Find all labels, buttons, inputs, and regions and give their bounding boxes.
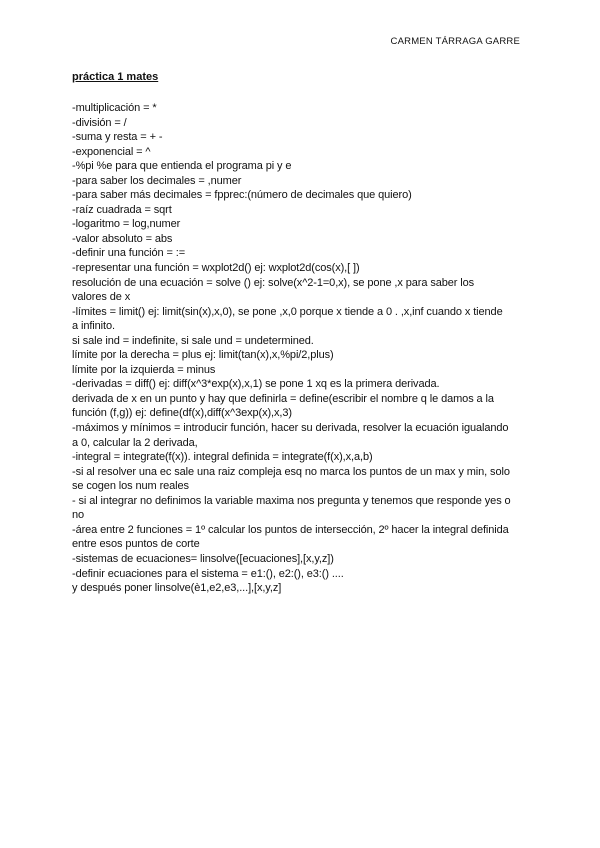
note-line: -definir una función = := bbox=[72, 247, 186, 260]
note-line: -representar una función = wxplot2d() ej: wxplot2d(cos(x),[ ]) bbox=[72, 262, 360, 275]
note-line: -si al resolver una ec sale una raiz compleja esq no marca los puntos de un max y min, solo bbox=[72, 465, 510, 478]
note-line: límite por la derecha = plus ej: limit(tan(x),x,%pi/2,plus) bbox=[72, 349, 334, 362]
note-line: valores de x bbox=[72, 291, 131, 304]
note-line: -para saber más decimales = fpprec:(número de decimales que quiero) bbox=[72, 189, 412, 202]
author-header: CARMEN TÁRRAGA GARRE bbox=[390, 36, 520, 47]
note-line: se cogen los num reales bbox=[72, 480, 189, 493]
note-line: -área entre 2 funciones = 1º calcular los puntos de intersección, 2º hacer la integral definida bbox=[72, 523, 509, 536]
note-line: y después poner linsolve(è1,e2,e3,...],[x,y,z] bbox=[72, 582, 282, 595]
note-line: entre esos puntos de corte bbox=[72, 538, 200, 551]
note-line: a 0, calcular la 2 derivada, bbox=[72, 436, 198, 449]
document-title: práctica 1 mates bbox=[72, 71, 159, 83]
note-line: - si al integrar no definimos la variable maxima nos pregunta y tenemos que responde yes o bbox=[72, 494, 511, 507]
notes-body bbox=[72, 101, 532, 596]
note-line: -raíz cuadrada = sqrt bbox=[72, 203, 172, 216]
note-line: si sale ind = indefinite, si sale und = undetermined. bbox=[72, 334, 314, 347]
note-line: a infinito. bbox=[72, 320, 115, 333]
note-line: función (f,g)) ej: define(df(x),diff(x^3exp(x),x,3) bbox=[72, 407, 292, 420]
note-line: -multiplicación = * bbox=[72, 102, 157, 114]
note-line: -para saber los decimales = ,numer bbox=[72, 174, 242, 187]
note-line: derivada de x en un punto y hay que definirla = define(escribir el nombre q le damos a la bbox=[72, 392, 494, 405]
note-line: -definir ecuaciones para el sistema = e1:(), e2:(), e3:() .... bbox=[72, 567, 344, 580]
note-line: -%pi %e para que entienda el programa pi y e bbox=[72, 160, 292, 173]
note-line: -derivadas = diff() ej: diff(x^3*exp(x),x,1) se pone 1 xq es la primera derivada. bbox=[72, 378, 440, 391]
note-line: -integral = integrate(f(x)). integral definida = integrate(f(x),x,a,b) bbox=[72, 451, 373, 464]
note-line: -máximos y mínimos = introducir función, hacer su derivada, resolver la ecuación igualando bbox=[72, 422, 509, 435]
note-line: -división = / bbox=[72, 116, 127, 129]
note-line: -exponencial = ^ bbox=[72, 145, 151, 158]
note-line: no bbox=[72, 509, 85, 522]
note-line: límite por la izquierda = minus bbox=[72, 363, 216, 376]
note-line: -sistemas de ecuaciones= linsolve([ecuaciones],[x,y,z]) bbox=[72, 552, 334, 565]
note-line: -límites = limit() ej: limit(sin(x),x,0), se pone ,x,0 porque x tiende a 0 . ,x,inf cuando x tiende bbox=[72, 305, 503, 318]
note-line: -valor absoluto = abs bbox=[72, 232, 173, 245]
note-line: resolución de una ecuación = solve () ej: solve(x^2-1=0,x), se pone ,x para saber los bbox=[72, 276, 475, 289]
note-line: -logaritmo = log,numer bbox=[72, 218, 181, 231]
note-line: -suma y resta = + - bbox=[72, 131, 163, 144]
